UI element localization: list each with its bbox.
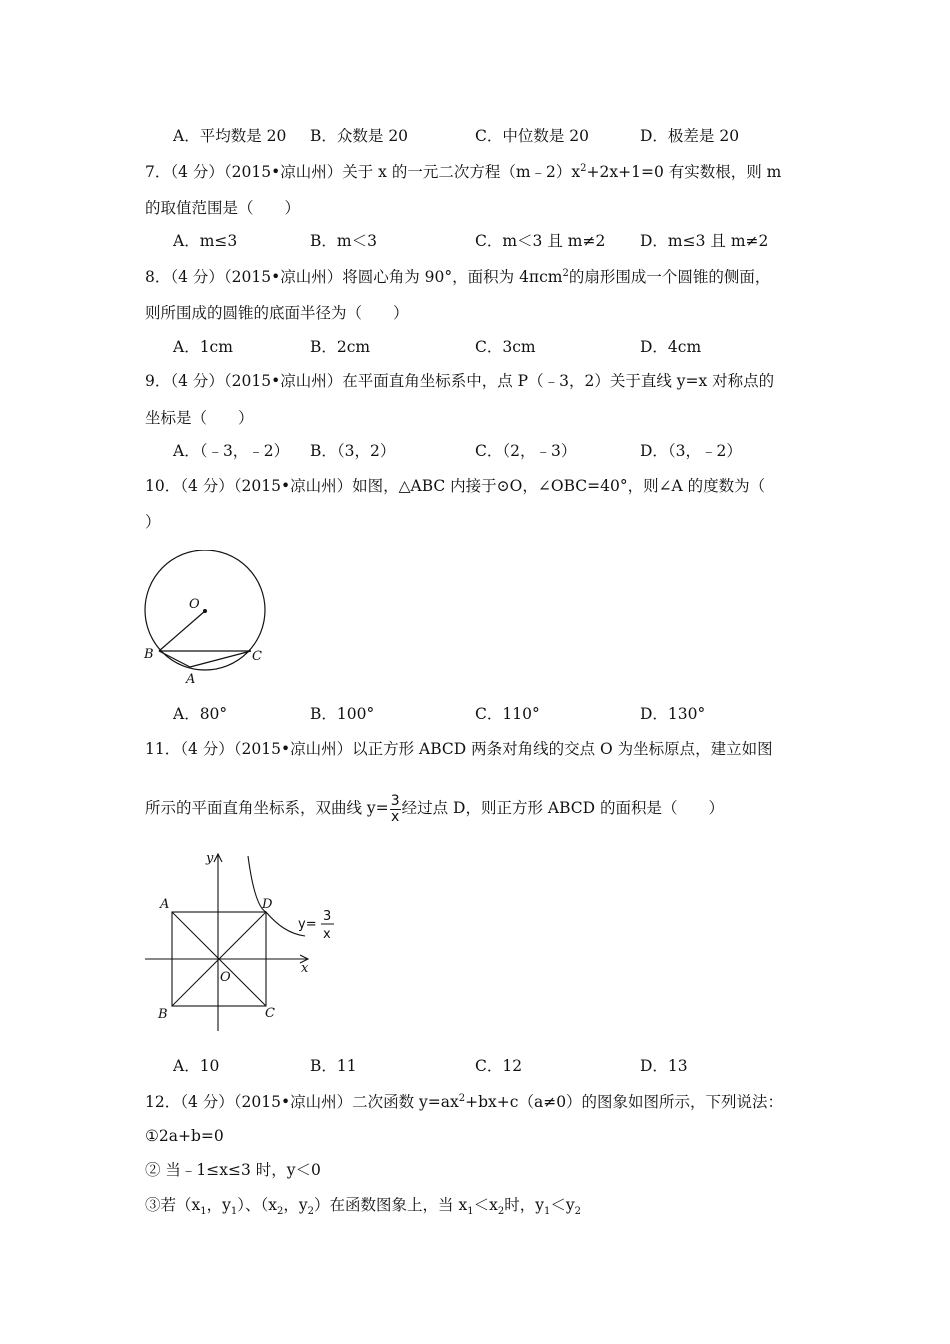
s3-part: ，y — [206, 1196, 231, 1214]
q8-stem-line2: 则所围成的圆锥的底面半径为（ ） — [145, 304, 409, 322]
q7-stem-line2: 的取值范围是（ ） — [145, 199, 301, 217]
s3-part: ）在函数图象上，当 x — [314, 1196, 468, 1214]
label-d: D — [262, 897, 273, 912]
q9-stem-line1: 9．（4 分）（2015•凉山州）在平面直角坐标系中，点 P（﹣3，2）关于直线 y=x 对称点的 — [145, 372, 775, 390]
label-b: B — [158, 1007, 168, 1022]
fraction-numerator: 3 — [390, 792, 400, 809]
q6-option-a: A．平均数是 20 — [173, 127, 287, 145]
q11-option-c: C．12 — [475, 1057, 523, 1075]
q6-option-b: B．众数是 20 — [310, 127, 409, 145]
label-x: x — [301, 961, 309, 976]
s3-part: ，y — [283, 1196, 308, 1214]
label-o: O — [220, 970, 231, 985]
q12-statement-2: ② 当﹣1≤x≤3 时，y＜0 — [145, 1161, 321, 1179]
s3-part: 时，y — [504, 1196, 544, 1214]
label-a: A — [160, 897, 170, 912]
q9-option-c: C．（2，﹣3） — [475, 442, 577, 460]
q9-option-a: A．（﹣3，﹣2） — [173, 442, 290, 460]
q8-option-a: A．1cm — [173, 338, 233, 356]
s3-subscript: 2 — [497, 1206, 505, 1218]
q11-stem-line1: 11．（4 分）（2015•凉山州）以正方形 ABCD 两条对角线的交点 O 为坐标原点，建立如图 — [145, 740, 773, 758]
q11-option-a: A．10 — [173, 1057, 220, 1075]
fraction-denominator: x — [391, 808, 400, 825]
segment-ba — [159, 651, 190, 667]
q6-option-d: D．极差是 20 — [640, 127, 740, 145]
q11-option-d: D．13 — [640, 1057, 688, 1075]
s3-part: ③若（x — [145, 1196, 201, 1214]
q9-options — [145, 441, 845, 461]
s3-part: ＜y — [550, 1196, 575, 1214]
q7-option-b: B．m＜3 — [310, 232, 377, 250]
hyperbola-curve — [248, 856, 305, 936]
q8-text-b: 的扇形围成一个圆锥的侧面， — [568, 268, 771, 286]
s3-subscript: 2 — [277, 1206, 284, 1218]
q8-options — [145, 337, 845, 357]
s3-part: ）、（x — [237, 1196, 278, 1214]
label-o: O — [189, 597, 200, 612]
q12-stem-line1 — [145, 1092, 783, 1112]
q10-circle-figure — [140, 550, 275, 690]
s3-subscript: 1 — [543, 1206, 551, 1218]
q10-option-c: C．110° — [475, 705, 540, 723]
q11-stem-line2 — [145, 790, 724, 826]
q7-stem-line1 — [145, 162, 781, 182]
q12-text-b: +bx+c（a≠0）的图象如图所示，下列说法： — [465, 1093, 784, 1111]
curve-label-prefix: y= — [298, 917, 317, 932]
q7-option-c: C．m＜3 且 m≠2 — [475, 232, 606, 250]
q12-statement-3 — [145, 1195, 581, 1218]
q10-option-a: A．80° — [173, 705, 228, 723]
q9-option-b: B．（3，2） — [310, 442, 396, 460]
s3-subscript: 2 — [307, 1206, 315, 1218]
label-y: y — [206, 851, 214, 866]
segment-ac — [190, 651, 251, 667]
s3-subscript: 1 — [467, 1206, 474, 1218]
q11-text-b: 经过点 D，则正方形 ABCD 的面积是（ ） — [401, 799, 724, 817]
q12-statement-1: ①2a+b=0 — [145, 1127, 224, 1145]
q9-stem-line2: 坐标是（ ） — [145, 409, 254, 427]
q10-options — [145, 704, 845, 724]
label-c: C — [252, 649, 262, 664]
curve-label-numerator: 3 — [323, 909, 332, 924]
curve-label-denominator: x — [323, 927, 331, 942]
s3-subscript: 1 — [200, 1206, 207, 1218]
q11-options — [145, 1056, 845, 1076]
q8-text-a: 8．（4 分）（2015•凉山州）将圆心角为 90°，面积为 4πcm — [145, 268, 563, 286]
q7-option-d: D．m≤3 且 m≠2 — [640, 232, 769, 250]
q6-options — [145, 126, 845, 146]
q11-fraction — [390, 794, 401, 825]
q11-square-figure — [140, 846, 340, 1036]
q7-exponent: 2 — [580, 162, 587, 174]
q10-option-b: B．100° — [310, 705, 375, 723]
q7-text-b: +2x+1=0 有实数根，则 m — [586, 163, 782, 181]
q6-option-c: C．中位数是 20 — [475, 127, 590, 145]
segment-ob — [159, 611, 205, 651]
q7-text-a: 7．（4 分）（2015•凉山州）关于 x 的一元二次方程（m﹣2）x — [145, 163, 581, 181]
q10-stem-line1: 10．（4 分）（2015•凉山州）如图，△ABC 内接于⊙O，∠OBC=40°，则∠A 的度数为（ — [145, 477, 766, 495]
q8-option-d: D．4cm — [640, 338, 702, 356]
q12-exponent: 2 — [458, 1092, 466, 1104]
q7-option-a: A．m≤3 — [173, 232, 238, 250]
q8-option-c: C．3cm — [475, 338, 536, 356]
s3-subscript: 1 — [230, 1206, 238, 1218]
label-a: A — [186, 672, 196, 687]
q10-stem-line2: ） — [145, 513, 161, 531]
q10-option-d: D．130° — [640, 705, 706, 723]
q8-option-b: B．2cm — [310, 338, 371, 356]
label-b: B — [144, 647, 154, 662]
q8-stem-line1 — [145, 267, 770, 287]
q9-option-d: D．（3，﹣2） — [640, 442, 742, 460]
s3-subscript: 2 — [574, 1206, 581, 1218]
q8-exponent: 2 — [562, 267, 569, 279]
q7-options — [145, 231, 845, 251]
label-c: C — [265, 1006, 275, 1021]
q11-option-b: B．11 — [310, 1057, 357, 1075]
q11-text-a: 所示的平面直角坐标系，双曲线 y= — [145, 799, 389, 817]
s3-part: ＜x — [473, 1196, 498, 1214]
q12-text-a: 12．（4 分）（2015•凉山州）二次函数 y=ax — [145, 1093, 459, 1111]
